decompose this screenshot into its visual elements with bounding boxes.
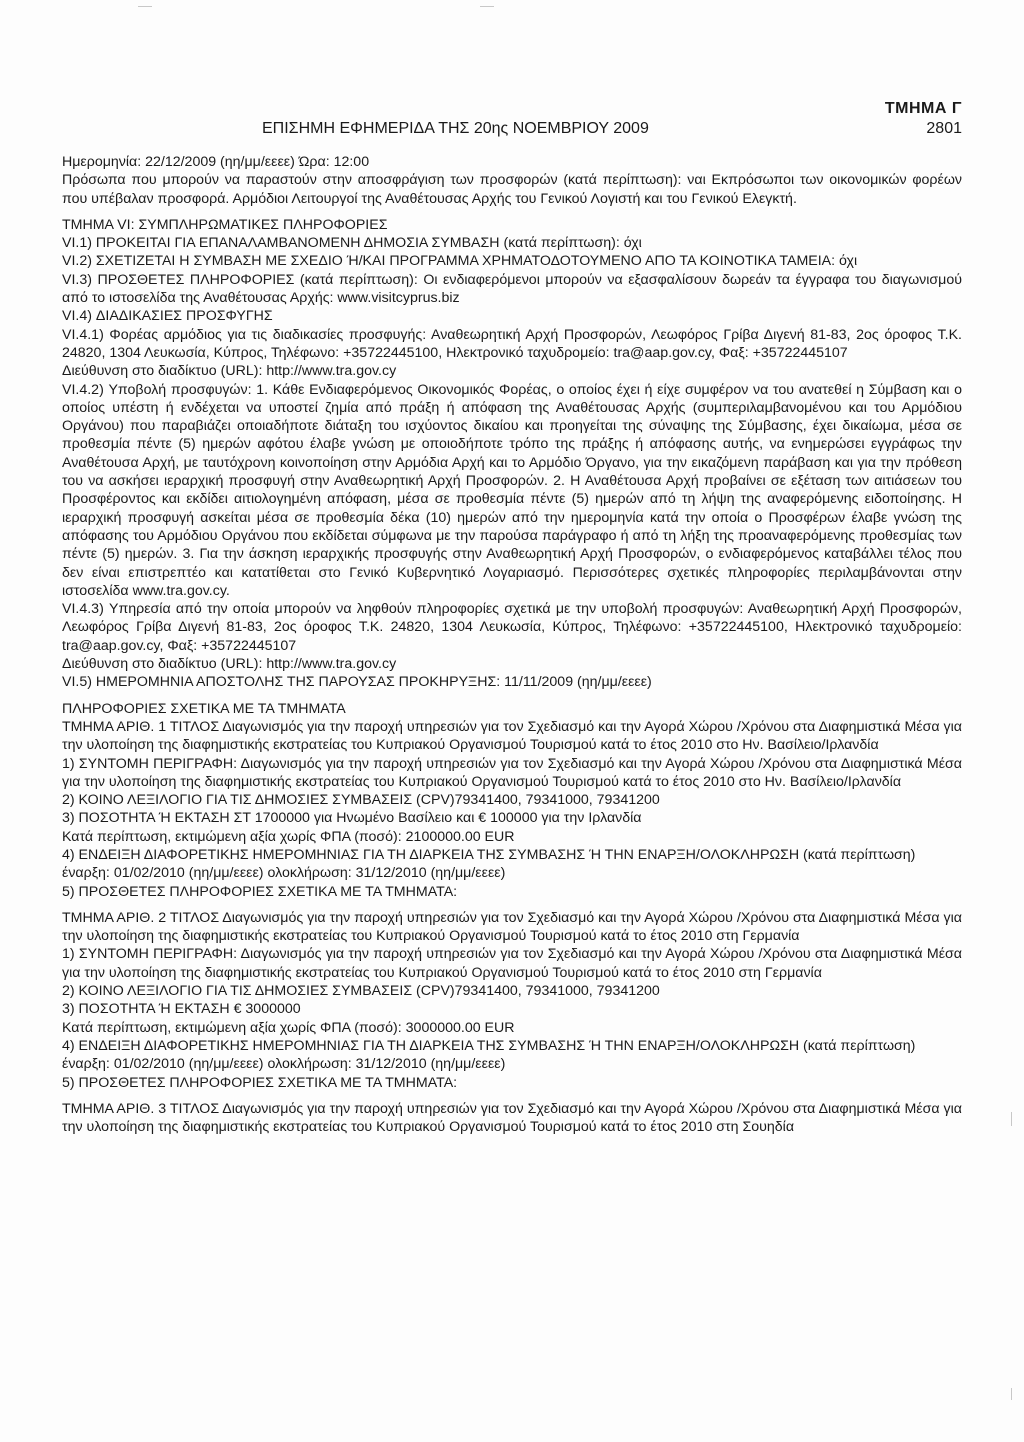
paragraph: Διεύθυνση στο διαδίκτυο (URL): http://www.tra.gov.cy	[62, 656, 397, 673]
paragraph: 5) ΠΡΟΣΘΕΤΕΣ ΠΛΗΡΟΦΟΡΙΕΣ ΣΧΕΤΙΚΑ ΜΕ ΤΑ ΤΜΗΜΑΤΑ:	[62, 1074, 458, 1091]
paragraph: 3) ΠΟΣΟΤΗΤΑ Ή ΕΚΤΑΣΗ ΣΤ 1700000 για Ηνωμένο Βασίλειο και € 100000 για την Ιρλανδία	[62, 810, 642, 827]
paragraph: VI.4.3) Υπηρεσία από την οποία μπορούν να ληφθούν πληροφορίες σχετικά με την υποβολή προσφυγών: Αναθεωρητική Αρχή Προσφορών, Λεωφόρος Γρίβα Διγενή 81-83, 2ος όροφος Τ.Κ. 24820, 1304 Λευκωσία, Κύπρος, Τηλέφωνο: +35722445100, Ηλεκτρονικό ταχυδρομείο: tra@aap.gov.cy, Φαξ: +35722445107	[62, 601, 962, 654]
paragraph: 2) ΚΟΙΝΟ ΛΕΞΙΛΟΓΙΟ ΓΙΑ ΤΙΣ ΔΗΜΟΣΙΕΣ ΣΥΜΒΑΣΕΙΣ (CPV)79341400, 79341000, 79341200	[62, 983, 660, 1000]
paragraph: έναρξη: 01/02/2010 (ηη/μμ/εεεε) ολοκλήρωση: 31/12/2010 (ηη/μμ/εεεε)	[62, 865, 506, 882]
paragraph: Ημερομηνία: 22/12/2009 (ηη/μμ/εεεε) Ώρα: 12:00	[62, 154, 370, 170]
paragraph: ΠΛΗΡΟΦΟΡΙΕΣ ΣΧΕΤΙΚΑ ΜΕ ΤΑ ΤΜΗΜΑΤΑ	[62, 700, 346, 717]
section-label: ΤΜΗΜΑ Γ	[884, 100, 962, 117]
paragraph: VI.4) ΔΙΑΔΙΚΑΣΙΕΣ ΠΡΟΣΦΥΓΗΣ	[62, 308, 273, 325]
paragraph: 3) ΠΟΣΟΤΗΤΑ Ή ΕΚΤΑΣΗ € 3000000	[62, 1001, 301, 1018]
page-number: 2801	[926, 120, 962, 137]
paragraph: VI.2) ΣΧΕΤΙΖΕΤΑΙ Η ΣΥΜΒΑΣΗ ΜΕ ΣΧΕΔΙΟ Ή/ΚΑΙ ΠΡΟΓΡΑΜΜΑ ΧΡΗΜΑΤΟΔΟΤΟΥΜΕΝΟ ΑΠΟ ΤΑ ΚΟΙΝΟΤΙΚΑ ΤΑΜΕΙΑ: όχι	[62, 253, 858, 270]
paragraph: έναρξη: 01/02/2010 (ηη/μμ/εεεε) ολοκλήρωση: 31/12/2010 (ηη/μμ/εεεε)	[62, 1056, 506, 1073]
paragraph: 1) ΣΥΝΤΟΜΗ ΠΕΡΙΓΡΑΦΗ: Διαγωνισμός για την παροχή υπηρεσιών για τον Σχεδιασμό και την Αγορά Χώρου /Χρόνου στα Διαφημιστικά Μέσα για την υλοποίηση της διαφημιστικής εκστρατείας του Κυπριακού Οργανισμού Τουρισμού κατά το έτος 2010 στη Γερμανία	[62, 946, 962, 981]
document-body	[62, 153, 962, 1136]
paragraph: ΤΜΗΜΑ ΑΡΙΘ. 1 ΤΙΤΛΟΣ Διαγωνισμός για την παροχή υπηρεσιών για τον Σχεδιασμό και την Αγορά Χώρου /Χρόνου στα Διαφημιστικά Μέσα για την υλοποίηση της διαφημιστικής εκστρατείας του Κυπριακού Οργανισμού Τουρισμού κατά το έτος 2010 στο Ην. Βασίλειο/Ιρλανδία	[62, 718, 962, 754]
paragraph: ΤΜΗΜΑ ΑΡΙΘ. 2 ΤΙΤΛΟΣ Διαγωνισμός για την παροχή υπηρεσιών για τον Σχεδιασμό και την Αγορά Χώρου /Χρόνου στα Διαφημιστικά Μέσα για την υλοποίηση της διαφημιστικής εκστρατείας του Κυπριακού Οργανισμού Τουρισμού κατά το έτος 2010 στη Γερμανία	[62, 909, 962, 945]
paragraph: 4) ΕΝΔΕΙΞΗ ΔΙΑΦΟΡΕΤΙΚΗΣ ΗΜΕΡΟΜΗΝΙΑΣ ΓΙΑ ΤΗ ΔΙΑΡΚΕΙΑ ΤΗΣ ΣΥΜΒΑΣΗΣ Ή ΤΗΝ ΕΝΑΡΞΗ/ΟΛΟΚΛΗΡΩΣΗ (κατά περίπτωση)	[62, 1037, 916, 1054]
scan-artifact	[1011, 1112, 1012, 1126]
paragraph: ΤΜΗΜΑ ΑΡΙΘ. 3 ΤΙΤΛΟΣ Διαγωνισμός για την παροχή υπηρεσιών για τον Σχεδιασμό και την Αγορά Χώρου /Χρόνου στα Διαφημιστικά Μέσα για την υλοποίηση της διαφημιστικής εκστρατείας του Κυπριακού Οργανισμού Τουρισμού κατά το έτος 2010 στη Σουηδία	[62, 1100, 962, 1136]
paragraph: 1) ΣΥΝΤΟΜΗ ΠΕΡΙΓΡΑΦΗ: Διαγωνισμός για την παροχή υπηρεσιών για τον Σχεδιασμό και την Αγορά Χώρου /Χρόνου στα Διαφημιστικά Μέσα για την υλοποίηση της διαφημιστικής εκστρατείας του Κυπριακού Οργανισμού Τουρισμού κατά το έτος 2010 στο Ην. Βασίλειο/Ιρλανδία	[62, 755, 962, 790]
paragraph: VI.5) ΗΜΕΡΟΜΗΝΙΑ ΑΠΟΣΤΟΛΗΣ ΤΗΣ ΠΑΡΟΥΣΑΣ ΠΡΟΚΗΡΥΞΗΣ: 11/11/2009 (ηη/μμ/εεεε)	[62, 674, 652, 691]
paragraph: Κατά περίπτωση, εκτιμώμενη αξία χωρίς ΦΠΑ (ποσό): 3000000.00 EUR	[62, 1019, 515, 1036]
paragraph: VI.3) ΠΡΟΣΘΕΤΕΣ ΠΛΗΡΟΦΟΡΙΕΣ (κατά περίπτωση): Οι ενδιαφερόμενοι μπορούν να εξασφαλίσουν δωρεάν τα έγγραφα του διαγωνισμού από το ιστοσελίδα της Αναθέτουσας Αρχής: www.visitcyprus.biz	[62, 271, 962, 307]
paragraph: 5) ΠΡΟΣΘΕΤΕΣ ΠΛΗΡΟΦΟΡΙΕΣ ΣΧΕΤΙΚΑ ΜΕ ΤΑ ΤΜΗΜΑΤΑ:	[62, 883, 458, 900]
gazette-title: ΕΠΙΣΗΜΗ ΕΦΗΜΕΡΙΔΑ ΤΗΣ 20ης ΝΟΕΜΒΡΙΟΥ 2009	[262, 120, 649, 137]
running-head	[62, 120, 962, 140]
scan-artifact	[138, 6, 152, 7]
paragraph: Πρόσωπα που μπορούν να παραστούν στην αποσφράγιση των προσφορών (κατά περίπτωση): ναι Εκπρόσωποι των οικονομικών φορέων που υπέβαλαν προσφορά. Αρμόδιοι Λειτουργοί της Αναθέτουσας Αρχής του Γενικού Λογιστή και του Γενικού Ελεγκτή.	[62, 172, 962, 207]
scan-artifact	[1011, 1388, 1012, 1400]
paragraph: 2) ΚΟΙΝΟ ΛΕΞΙΛΟΓΙΟ ΓΙΑ ΤΙΣ ΔΗΜΟΣΙΕΣ ΣΥΜΒΑΣΕΙΣ (CPV)79341400, 79341000, 79341200	[62, 792, 660, 809]
paragraph: Διεύθυνση στο διαδίκτυο (URL): http://www.tra.gov.cy	[62, 363, 397, 380]
paragraph: Κατά περίπτωση, εκτιμώμενη αξία χωρίς ΦΠΑ (ποσό): 2100000.00 EUR	[62, 828, 515, 845]
paragraph: VI.4.1) Φορέας αρμόδιος για τις διαδικασίες προσφυγής: Αναθεωρητική Αρχή Προσφορών, Λεωφόρος Γρίβα Διγενή 81-83, 2ος όροφος Τ.Κ. 24820, 1304 Λευκωσία, Κύπρος, Τηλέφωνο: +35722445100, Ηλεκτρονικό ταχυδρομείο: tra@aap.gov.cy, Φαξ: +35722445107	[62, 326, 962, 361]
paragraph: 4) ΕΝΔΕΙΞΗ ΔΙΑΦΟΡΕΤΙΚΗΣ ΗΜΕΡΟΜΗΝΙΑΣ ΓΙΑ ΤΗ ΔΙΑΡΚΕΙΑ ΤΗΣ ΣΥΜΒΑΣΗΣ Ή ΤΗΝ ΕΝΑΡΞΗ/ΟΛΟΚΛΗΡΩΣΗ (κατά περίπτωση)	[62, 846, 916, 863]
paragraph: VI.1) ΠΡΟΚΕΙΤΑΙ ΓΙΑ ΕΠΑΝΑΛΑΜΒΑΝΟΜΕΝΗ ΔΗΜΟΣΙΑ ΣΥΜΒΑΣΗ (κατά περίπτωση): όχι	[62, 235, 642, 252]
scan-artifact	[480, 6, 494, 7]
paragraph: ΤΜΗΜΑ VI: ΣΥΜΠΛΗΡΩΜΑΤΙΚΕΣ ΠΛΗΡΟΦΟΡΙΕΣ	[62, 216, 388, 233]
paragraph: VI.4.2) Υποβολή προσφυγών: 1. Κάθε Ενδιαφερόμενος Οικονομικός Φορέας, ο οποίος έχει ή είχε συμφέρον να του ανατεθεί η Σύμβαση και ο οποίος υπέστη ή ενδέχεται να υποστεί ζημία από πράξη ή απόφαση της Αναθέτουσας Αρχής (συμπεριλαμβανομένου και του Αρμόδιου Οργάνου) που παραβιάζει οποιαδήποτε διάταξη του ισχύοντος δικαίου και προηγείται της σύναψης της Σύμβασης, έχει δικαίωμα, μέσα σε προθεσμία πέντε (5) ημερών αφότου έλαβε γνώση με οποιοδήποτε τρόπο της πράξης ή απόφασης αυτής, να ενημερώσει εγγράφως την Αναθέτουσα Αρχή, με ταυτόχρονη κοινοποίηση στην Αρμόδια Αρχή και το Αρμόδιο Όργανο, για την εικαζόμενη παράβαση και για την πρόθεση του να ασκήσει ιεραρχική προσφυγή στην Αναθεωρητική Αρχή Προσφορών. 2. Η Αναθέτουσα Αρχή προβαίνει σε εξέταση των αιτιάσεων του Προσφέροντος και εκδίδει αιτιολογημένη απόφαση, μέσα σε προθεσμία πέντε (5) ημερών από τη λήψη της αναφερόμενης ειδοποίησης. Η ιεραρχική προσφυγή ασκείται μέσα σε προθεσμία δέκα (10) ημερών από την ημερομηνία κατά την οποία ο Προσφέρων έλαβε γνώση της απόφασης του Αρμόδιου Οργάνου που εκδίδεται σύμφωνα με την παρούσα παράγραφο ή από τη λήξη της προαναφερόμενης προθεσμίας των πέντε (5) ημερών. 3. Για την άσκηση ιεραρχικής προσφυγής στην Αναθεωρητική Αρχή Προσφορών, ο ενδιαφερόμενος καταβάλλει τέλος που δεν είναι επιστρεπτέο και κατατίθεται στο Γενικό Κυβερνητικό Λογαριασμό. Περισσότερες σχετικές πληροφορίες περιλαμβάνονται στην ιστοσελίδα www.tra.gov.cy.	[62, 381, 962, 599]
